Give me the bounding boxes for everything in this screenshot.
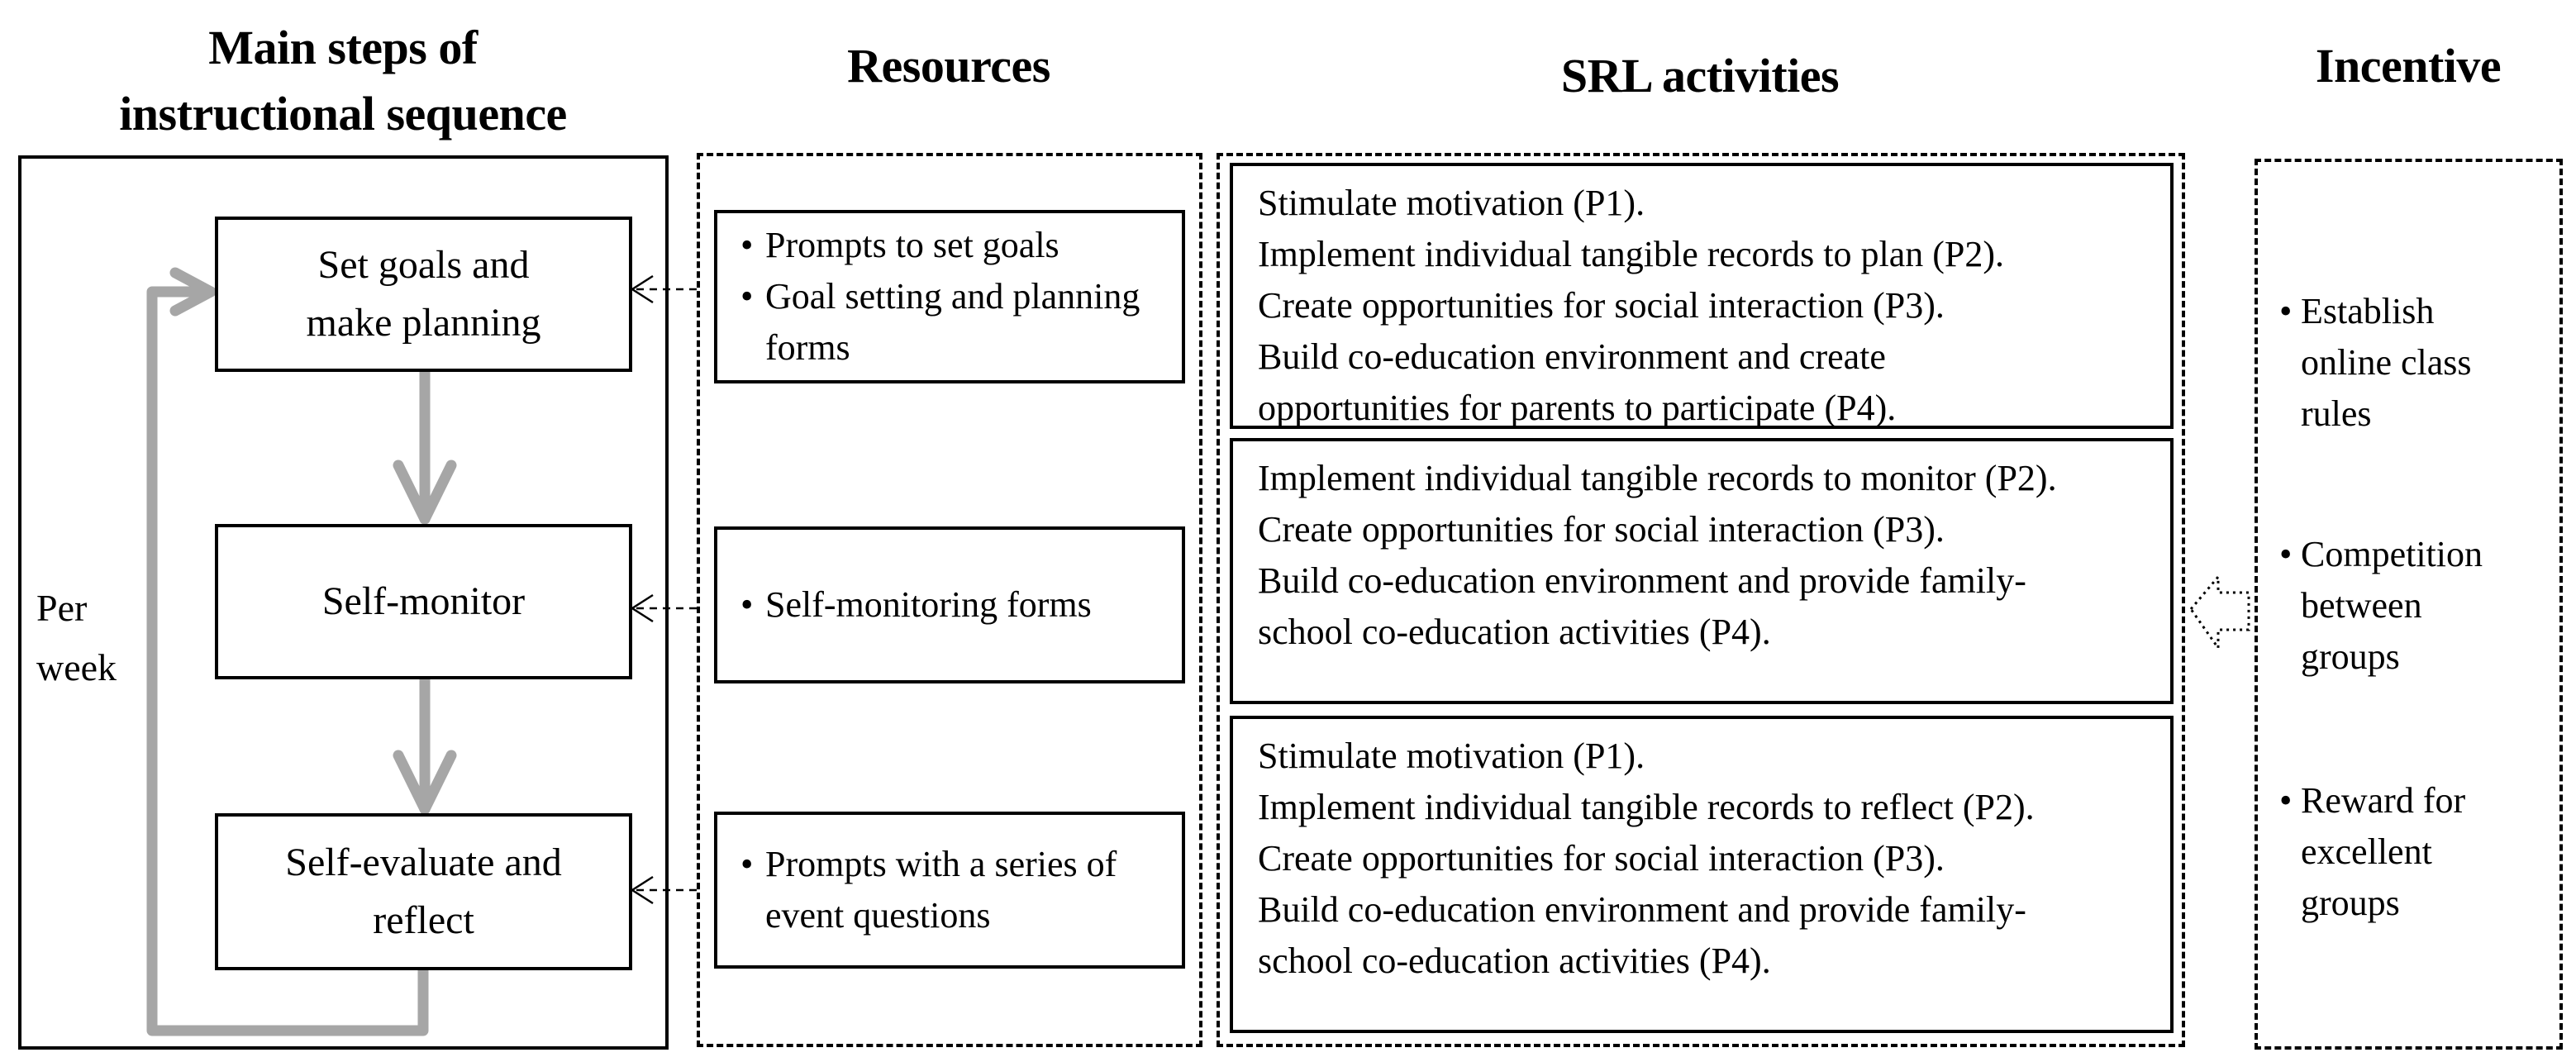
heading-incentive: Incentive [2315,39,2502,93]
srl-line: Build co-education environment and provide family-school co-education activities (P4). [1258,560,2026,652]
srl-box-reflection [1230,716,2174,1033]
step-self-evaluate-line1: Self-evaluate and [285,841,562,884]
heading-main-steps-line1: Main steps of [208,21,478,74]
loop-label-line1: Per [36,587,88,629]
step-set-goals [215,217,632,372]
step-set-goals-line1: Set goals and [317,243,530,287]
srl-line: Implement individual tangible records to reflect (P2). [1258,787,2035,827]
srl-line: Create opportunities for social interaction (P3). [1258,509,1945,550]
step-self-evaluate-line2: reflect [373,898,474,942]
resource-item [740,579,1182,631]
resource-box-reflection [714,812,1185,969]
loop-label-line2: week [36,646,117,688]
step-self-monitor-label: Self-monitor [321,579,526,623]
srl-line: Implement individual tangible records to monitor (P2). [1258,458,2057,498]
srl-line: Create opportunities for social interaction (P3). [1258,285,1945,326]
heading-srl-activities: SRL activities [1560,49,1840,102]
srl-box-planning [1230,163,2174,429]
bullet-icon: • [740,844,754,884]
srl-line: Create opportunities for social interaction (P3). [1258,838,1945,879]
bullet-icon: • [2279,291,2293,331]
block-arrow-incentive-to-srl [2191,577,2249,648]
resource-item-label: Self-monitoring forms [765,584,1092,625]
resource-item [740,220,1182,271]
srl-line: Build co-education environment and provide family-school co-education activities (P4). [1258,889,2026,981]
bullet-icon: • [2279,780,2293,821]
heading-main-steps-line2: instructional sequence [119,87,567,140]
srl-box-monitoring [1230,438,2174,704]
incentive-item [2279,529,2552,683]
resource-item [740,271,1182,374]
bullet-icon: • [740,225,754,265]
bullet-icon: • [740,584,754,625]
heading-resources: Resources [847,39,1050,93]
srl-line: Stimulate motivation (P1). [1258,736,1645,776]
step-self-monitor [215,524,632,679]
step-self-evaluate [215,813,632,970]
incentive-item [2279,775,2544,929]
incentive-item [2279,286,2544,440]
srl-line: Stimulate motivation (P1). [1258,183,1645,223]
incentive-item-label: Competition between groups [2301,534,2483,677]
resource-box-monitoring [714,526,1185,683]
incentive-item-label: Reward for excellent groups [2301,780,2466,923]
bullet-icon: • [2279,534,2293,574]
resource-item-label: Prompts to set goals [765,225,1059,265]
resource-box-planning [714,210,1185,383]
resource-item-label: Prompts with a series of event questions [765,844,1117,936]
bullet-icon: • [740,276,754,317]
srl-line: Build co-education environment and create opportunities for parents to participate (P4). [1258,336,1897,428]
incentive-item-label: Establish online class rules [2301,291,2472,434]
srl-line: Implement individual tangible records to plan (P2). [1258,234,2005,274]
resource-item-label: Goal setting and planning forms [765,276,1140,368]
step-set-goals-line2: make planning [306,301,541,345]
resource-item [740,839,1182,941]
